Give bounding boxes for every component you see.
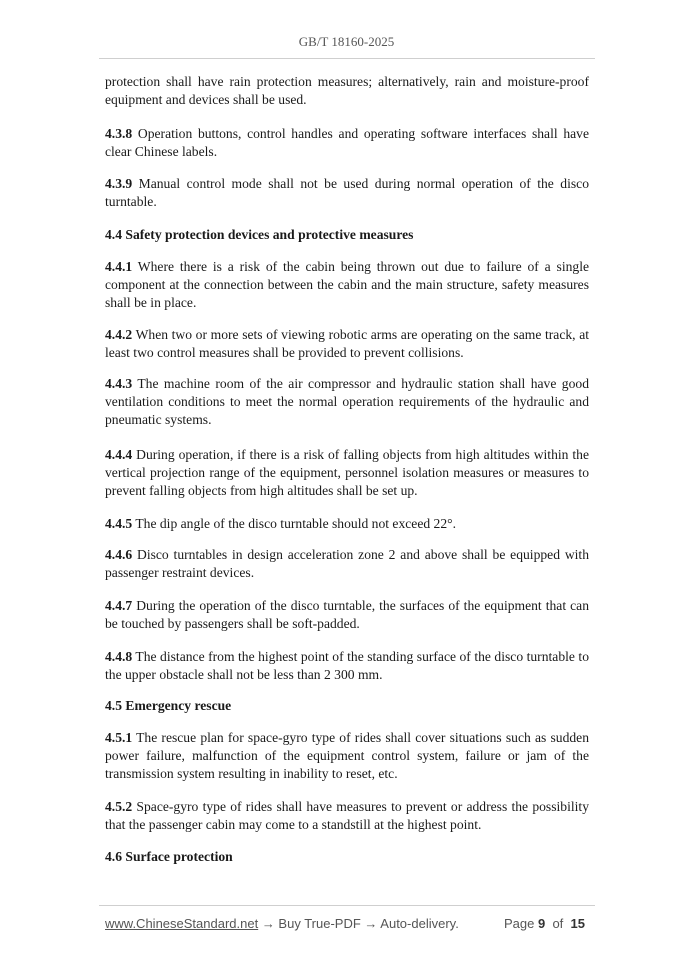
clause-4-4-1 [105, 258, 589, 312]
clause-number: 4.3.9 [105, 176, 133, 191]
clause-text: The distance from the highest point of the standing surface of the disco turntable to the upper obstacle shall not be less than 2 300 mm. [105, 649, 589, 682]
clause-number: 4.3.8 [105, 126, 133, 141]
footer [105, 916, 585, 931]
clause-number: 4.4.6 [105, 547, 133, 562]
page-indicator [504, 916, 585, 931]
section-heading-4-6: 4.6 Surface protection [105, 849, 233, 864]
section-heading-4-5: 4.5 Emergency rescue [105, 698, 232, 713]
clause-4-5-1 [105, 729, 589, 783]
footer-divider [99, 905, 595, 906]
clause-text: The machine room of the air compressor and hydraulic station shall have good ventilation conditions to meet the normal operation requirements of the hydraulic and pneumatic systems. [105, 376, 589, 427]
clause-number: 4.4.3 [105, 376, 133, 391]
clause-4-4-5 [105, 515, 589, 533]
paragraph: protection shall have rain protection measures; alternatively, rain and moisture-proof equipment and devices shall be used. [105, 74, 589, 107]
clause-number: 4.5.1 [105, 730, 133, 745]
clause-text: The rescue plan for space-gyro type of rides shall cover situations such as sudden power failure, malfunction of the equipment control system, failure or jam of the transmission system resulting in inability to reset, etc. [105, 730, 589, 781]
footer-promo: → Buy True-PDF → Auto-delivery. [258, 916, 459, 931]
clause-text: Manual control mode shall not be used during normal operation of the disco turntable. [105, 176, 589, 209]
header-divider [99, 58, 595, 59]
clause-4-5-2 [105, 798, 589, 834]
clause-number: 4.4.1 [105, 259, 133, 274]
clause-number: 4.4.2 [105, 327, 133, 342]
clause-4-3-9 [105, 175, 589, 211]
clause-4-4-8 [105, 648, 589, 684]
clause-text: The dip angle of the disco turntable should not exceed 22°. [132, 516, 456, 531]
clause-text: Disco turntables in design acceleration zone 2 and above shall be equipped with passenger restraint devices. [105, 547, 589, 580]
clause-4-4-7 [105, 597, 589, 633]
clause-number: 4.5.2 [105, 799, 133, 814]
website-link[interactable]: www.ChineseStandard.net [105, 916, 259, 931]
document-id-header: GB/T 18160-2025 [298, 34, 395, 49]
clause-4-4-4 [105, 446, 589, 500]
total-pages: 15 [570, 916, 585, 931]
clause-number: 4.4.7 [105, 598, 133, 613]
clause-text: Space-gyro type of rides shall have measures to prevent or address the possibility that the passenger cabin may come to a standstill at the highest point. [105, 799, 589, 832]
clause-number: 4.4.4 [105, 447, 133, 462]
clause-text: When two or more sets of viewing robotic arms are operating on the same track, at least two control measures shall be provided to prevent collisions. [105, 327, 589, 360]
of-label: of [552, 916, 564, 931]
clause-text: Operation buttons, control handles and operating software interfaces shall have clear Chinese labels. [105, 126, 589, 159]
page-label: Page [503, 916, 535, 931]
clause-4-4-6 [105, 546, 589, 582]
clause-text: Where there is a risk of the cabin being thrown out due to failure of a single component at the connection between the cabin and the main structure, safety measures shall be in place. [105, 259, 589, 310]
clause-4-4-3 [105, 375, 589, 429]
clause-number: 4.4.5 [105, 516, 133, 531]
clause-text: During operation, if there is a risk of falling objects from high altitudes within the vertical projection range of the equipment, personnel isolation measures or measures to prevent falling objects from high altitudes shall be set up. [105, 447, 589, 498]
current-page: 9 [537, 916, 546, 931]
clause-4-3-8 [105, 125, 589, 161]
clause-text: During the operation of the disco turntable, the surfaces of the equipment that can be touched by passengers shall be soft-padded. [105, 598, 589, 631]
section-heading-4-4: 4.4 Safety protection devices and protective measures [105, 227, 414, 242]
clause-4-4-2 [105, 326, 589, 362]
clause-number: 4.4.8 [105, 649, 133, 664]
